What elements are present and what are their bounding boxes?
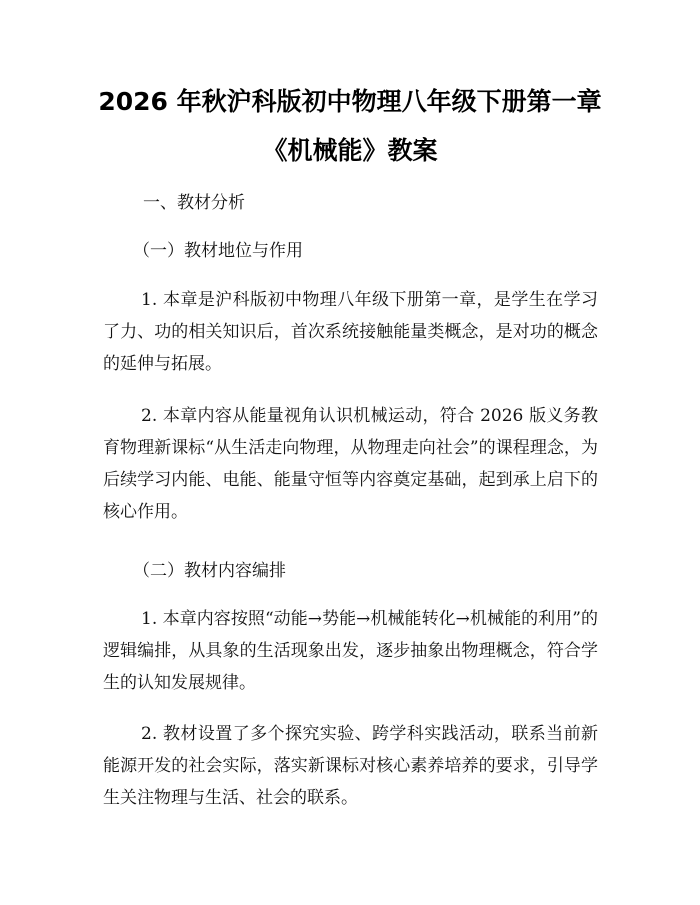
paragraph-position-1: 1. 本章是沪科版初中物理八年级下册第一章，是学生在学习了力、功的相关知识后，首次系统接触能量类概念，是对功的概念的延伸与拓展。 — [103, 290, 598, 374]
document-title-line-2: 《机械能》教案 — [262, 136, 438, 165]
subsection-heading-content-arrangement: （二）教材内容编排 — [133, 561, 286, 581]
document-title-line-1: 2026 年秋沪科版初中物理八年级下册第一章 — [98, 87, 602, 116]
subsection-heading-position-role: （一）教材地位与作用 — [133, 241, 303, 261]
paragraph-arrangement-1: 1. 本章内容按照“动能→势能→机械能转化→机械能的利用”的逻辑编排，从具象的生活现象出发，逐步抽象出物理概念，符合学生的认知发展规律。 — [103, 609, 598, 693]
paragraph-position-2: 2. 本章内容从能量视角认识机械运动，符合 2026 版义务教育物理新课标“从生活走向物理，从物理走向社会”的课程理念，为后续学习内能、电能、能量守恒等内容奠定基础，起到承上启下的核心作用。 — [103, 406, 598, 522]
paragraph-arrangement-2: 2. 教材设置了多个探究实验、跨学科实践活动，联系当前新能源开发的社会实际，落实新课标对核心素养培养的要求，引导学生关注物理与生活、社会的联系。 — [103, 724, 598, 808]
section-heading-textbook-analysis: 一、教材分析 — [143, 193, 245, 213]
